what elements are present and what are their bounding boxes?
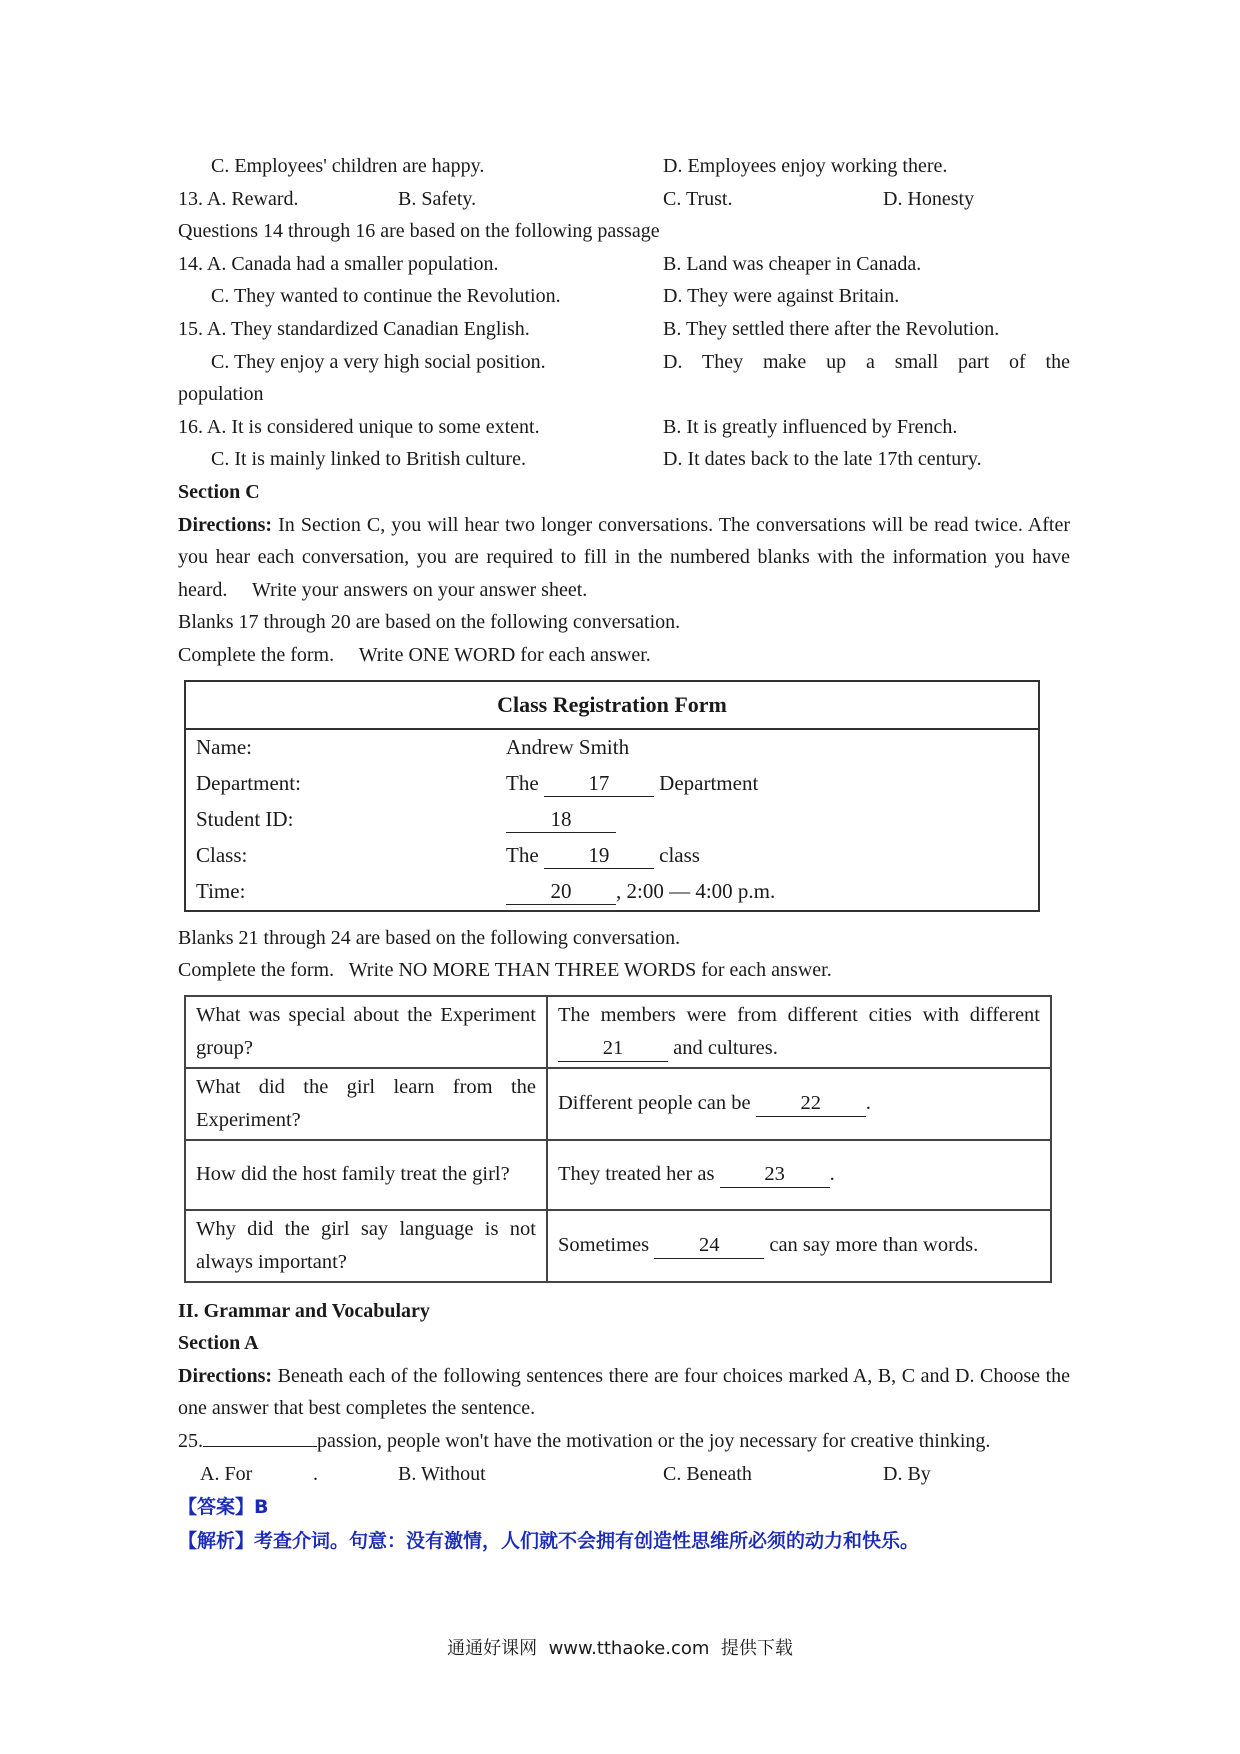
answer-text: Sometimes [558, 1234, 650, 1257]
form-value-text: class [659, 843, 700, 867]
answer-text: They treated her as [558, 1163, 715, 1186]
q25-analysis: 【解析】考查介词。句意：没有激情，人们就不会拥有创造性思维所必须的动力和快乐。 [178, 1530, 920, 1553]
q13-option-d: D. Honesty [883, 187, 975, 210]
form-row [185, 874, 1039, 911]
blanks-17-20-intro: Blanks 17 through 20 are based on the following conversation. [178, 611, 681, 634]
q15-option-c: C. They enjoy a very high social position. [211, 350, 546, 373]
form-title: Class Registration Form [185, 681, 1039, 729]
form-label: Name: [196, 735, 252, 759]
q25-answer: 【答案】B [178, 1496, 269, 1519]
part-2-heading: II. Grammar and Vocabulary [178, 1299, 430, 1322]
q16-option-a: 16. A. It is considered unique to some extent. [178, 415, 540, 438]
form2-answer [547, 1140, 1051, 1210]
class-registration-form [184, 680, 1040, 912]
q25-option-a-mark: . [313, 1462, 318, 1485]
directions-label: Directions: [178, 513, 273, 536]
conversation-form [184, 995, 1052, 1283]
q16-options-ab [178, 411, 1070, 444]
q14-option-a: 14. A. Canada had a smaller population. [178, 252, 499, 275]
form-label: Student ID: [196, 807, 294, 831]
form-value [496, 729, 1039, 766]
q13-option-b: B. Safety. [398, 187, 477, 210]
form-value-text: Department [659, 771, 759, 795]
form2-question: What did the girl learn from the Experiment? [185, 1068, 547, 1140]
q25-number: 25. [178, 1430, 203, 1453]
form-value [496, 838, 1039, 874]
form1-instruction: Complete the form. Write ONE WORD for each answer. [178, 643, 651, 666]
section-a-heading: Section A [178, 1332, 259, 1355]
section-a-directions [178, 1360, 1070, 1425]
q25-option-d: D. By [883, 1462, 931, 1485]
blank-17: 17 [544, 770, 654, 797]
form-value-text: The [506, 843, 539, 867]
q13-options [178, 183, 1070, 216]
q15-options-cd [178, 346, 1070, 379]
blank-24: 24 [654, 1232, 764, 1259]
form2-instruction: Complete the form. Write NO MORE THAN THREE WORDS for each answer. [178, 959, 832, 982]
blanks-21-24-intro: Blanks 21 through 24 are based on the following conversation. [178, 926, 681, 949]
answer-text: . [829, 1163, 835, 1186]
form-value [496, 874, 1039, 911]
q16-option-d: D. It dates back to the late 17th century. [663, 448, 982, 471]
form2-row [185, 1068, 1051, 1140]
answer-text: The members were from different cities with different [558, 1003, 1040, 1026]
q16-option-b: B. It is greatly influenced by French. [663, 415, 958, 438]
blank-23: 23 [720, 1161, 830, 1188]
form2-row [185, 1210, 1051, 1282]
q25-option-c: C. Beneath [663, 1462, 752, 1485]
form-value [496, 766, 1039, 802]
form2-row [185, 1140, 1051, 1210]
form-value-text: Andrew Smith [506, 735, 630, 759]
q13-option-c: C. Trust. [663, 187, 733, 210]
form-value-text: The [506, 771, 539, 795]
form2-answer [547, 1068, 1051, 1140]
q13-option-a: 13. A. Reward. [178, 187, 299, 210]
passage-intro-14-16: Questions 14 through 16 are based on the following passage [178, 220, 660, 243]
blank-22: 22 [756, 1090, 866, 1117]
form2-question: What was special about the Experiment group? [185, 996, 547, 1068]
q16-options-cd [178, 443, 1070, 476]
answer-text: Different people can be [558, 1092, 751, 1115]
q15-option-d: D. They make up a small part of the [663, 350, 1070, 373]
q15-option-a: 15. A. They standardized Canadian English. [178, 317, 530, 340]
q25-blank [203, 1426, 317, 1447]
form-value [496, 802, 1039, 838]
q12-option-d: D. Employees enjoy working there. [663, 155, 948, 177]
q25-options [178, 1458, 1070, 1491]
form2-answer [547, 996, 1051, 1068]
form-label: Time: [196, 879, 246, 903]
form2-question: Why did the girl say language is not always important? [185, 1210, 547, 1282]
blank-19: 19 [544, 842, 654, 869]
q14-option-b: B. Land was cheaper in Canada. [663, 252, 922, 275]
section-c-directions [178, 509, 1076, 607]
q14-option-d: D. They were against Britain. [663, 285, 900, 308]
q15-options-ab [178, 313, 1070, 346]
q25-option-a: A. For [200, 1462, 253, 1485]
page-footer: 通通好课网 www.tthaoke.com 提供下载 [447, 1638, 793, 1659]
q25-option-b: B. Without [398, 1462, 486, 1485]
directions-text: Beneath each of the following sentences there are four choices marked A, B, C and D. Choose the one answer that best completes the sentence. [178, 1364, 1071, 1420]
form-label: Class: [196, 843, 248, 867]
blank-18: 18 [506, 806, 616, 833]
section-c-heading: Section C [178, 480, 260, 503]
form2-answer [547, 1210, 1051, 1282]
q14-options-cd [178, 280, 1070, 313]
form2-question: How did the host family treat the girl? [185, 1140, 547, 1210]
answer-text: and cultures. [673, 1036, 778, 1059]
form2-row [185, 996, 1051, 1068]
blank-20: 20 [506, 878, 616, 905]
form-row [185, 802, 1039, 838]
q15-option-d-continued: population [178, 383, 264, 406]
form-row [185, 838, 1039, 874]
q25-stem [178, 1425, 1070, 1458]
form-value-text: , 2:00 — 4:00 p.m. [616, 879, 776, 903]
q16-option-c: C. It is mainly linked to British culture. [211, 448, 526, 471]
blank-21: 21 [558, 1035, 668, 1062]
form-row [185, 729, 1039, 766]
q15-option-b: B. They settled there after the Revolution. [663, 317, 1000, 340]
form-row [185, 766, 1039, 802]
answer-text: can say more than words. [769, 1234, 979, 1257]
q12-options [178, 150, 1070, 183]
q12-option-c: C. Employees' children are happy. [211, 155, 485, 177]
q14-options-ab [178, 248, 1070, 281]
directions-label: Directions: [178, 1364, 273, 1387]
q14-option-c: C. They wanted to continue the Revolution. [211, 285, 561, 308]
form-label: Department: [196, 771, 301, 795]
answer-text: . [865, 1092, 871, 1115]
document-page [178, 150, 1076, 1558]
q25-text: passion, people won't have the motivation or the joy necessary for creative thinking. [317, 1430, 991, 1453]
directions-text: In Section C, you will hear two longer conversations. The conversations will be read twice. After you hear each conversation, you are required to fill in the numbered blanks with the information you have heard. Write your answers on your answer sheet. [178, 513, 1076, 601]
